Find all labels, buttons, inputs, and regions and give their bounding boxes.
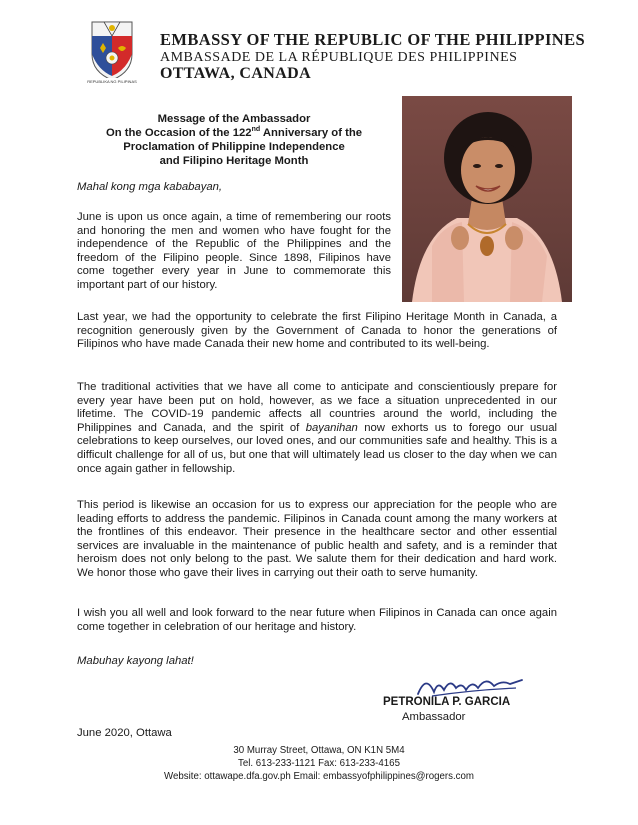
footer-address: 30 Murray Street, Ottawa, ON K1N 5M4 — [233, 745, 405, 756]
paragraph-5: I wish you all well and look forward to the near future when Filipinos in Canada can once again come together in celebration of our heritage and history. — [77, 607, 557, 633]
letter-date: June 2020, Ottawa — [77, 727, 172, 739]
message-title — [84, 112, 384, 168]
philippine-coat-of-arms-icon — [82, 18, 142, 86]
seal-text: REPUBLIKA NG PILIPINAS — [87, 79, 137, 84]
footer-phone: Tel. 613-233-1121 Fax: 613-233-4165 — [238, 758, 400, 769]
signatory-name: PETRONILA P. GARCIA — [383, 696, 511, 708]
ambassador-portrait-photo — [402, 96, 572, 302]
title-line-2: On the Occasion of the 122nd Anniversary of the — [105, 126, 363, 139]
letterhead-french-title: AMBASSADE DE LA RÉPUBLIQUE DES PHILIPPINES — [160, 50, 518, 65]
title-line-4: and Filipino Heritage Month — [159, 155, 309, 167]
letterhead-title: EMBASSY OF THE REPUBLIC OF THE PHILIPPINES — [160, 30, 586, 49]
title-line-1: Message of the Ambassador — [157, 113, 311, 125]
paragraph-3: The traditional activities that we have all come to anticipate and conscientiously prepare for every year have been put on hold, however, as we face a situation unprecedented in our lifetime. The COVID-19 pandemic affects all countries around the world, including the Philippines and Canada, and the spirit of bayanihan now exhorts us to forego our usual celebrations to keep ourselves, our loved ones, and our communities safe and healthy. This is a difficult challenge for all of us, but one that will ultimately lead us closer to the day when we can once again gather in fellowship. — [77, 381, 557, 475]
salutation: Mahal kong mga kababayan, — [77, 181, 223, 193]
letterhead-location: OTTAWA, CANADA — [160, 65, 312, 82]
paragraph-2: Last year, we had the opportunity to celebrate the first Filipino Heritage Month in Canada, a recognition generously given by the Government of Canada to honor the generations of Filipinos who have made Canada their new home and contributed to its well-being. — [77, 311, 557, 351]
closing-line: Mabuhay kayong lahat! — [77, 655, 194, 667]
bayanihan-term: bayanihan — [305, 421, 358, 434]
title-line-3: Proclamation of Philippine Independence — [123, 141, 345, 153]
footer-web-email: Website: ottawape.dfa.gov.ph Email: embassyofphilippines@rogers.com — [164, 771, 474, 782]
paragraph-1: June is upon us once again, a time of remembering our roots and honoring the men and women who have fought for the independence of the Republic of the Philippines and the freedom of the Filipino people. Since 1898, Filipinos have come together every year in June to commemorate this important part of our history. — [77, 211, 391, 291]
signatory-title: Ambassador — [402, 711, 466, 723]
paragraph-4: This period is likewise an occasion for us to express our appreciation for the people who are leading efforts to address the pandemic. Filipinos in Canada count among the many workers at the frontlines of this endeavor. Their presence in the healthcare sector and other essential services are invaluable in the maintenance of public health and safety, and is a reminder that heroism does not only belong to the past. We salute them for their dedication and hard work. We honor those who gave their lives in carrying out their oath to serve humanity. — [77, 499, 557, 579]
